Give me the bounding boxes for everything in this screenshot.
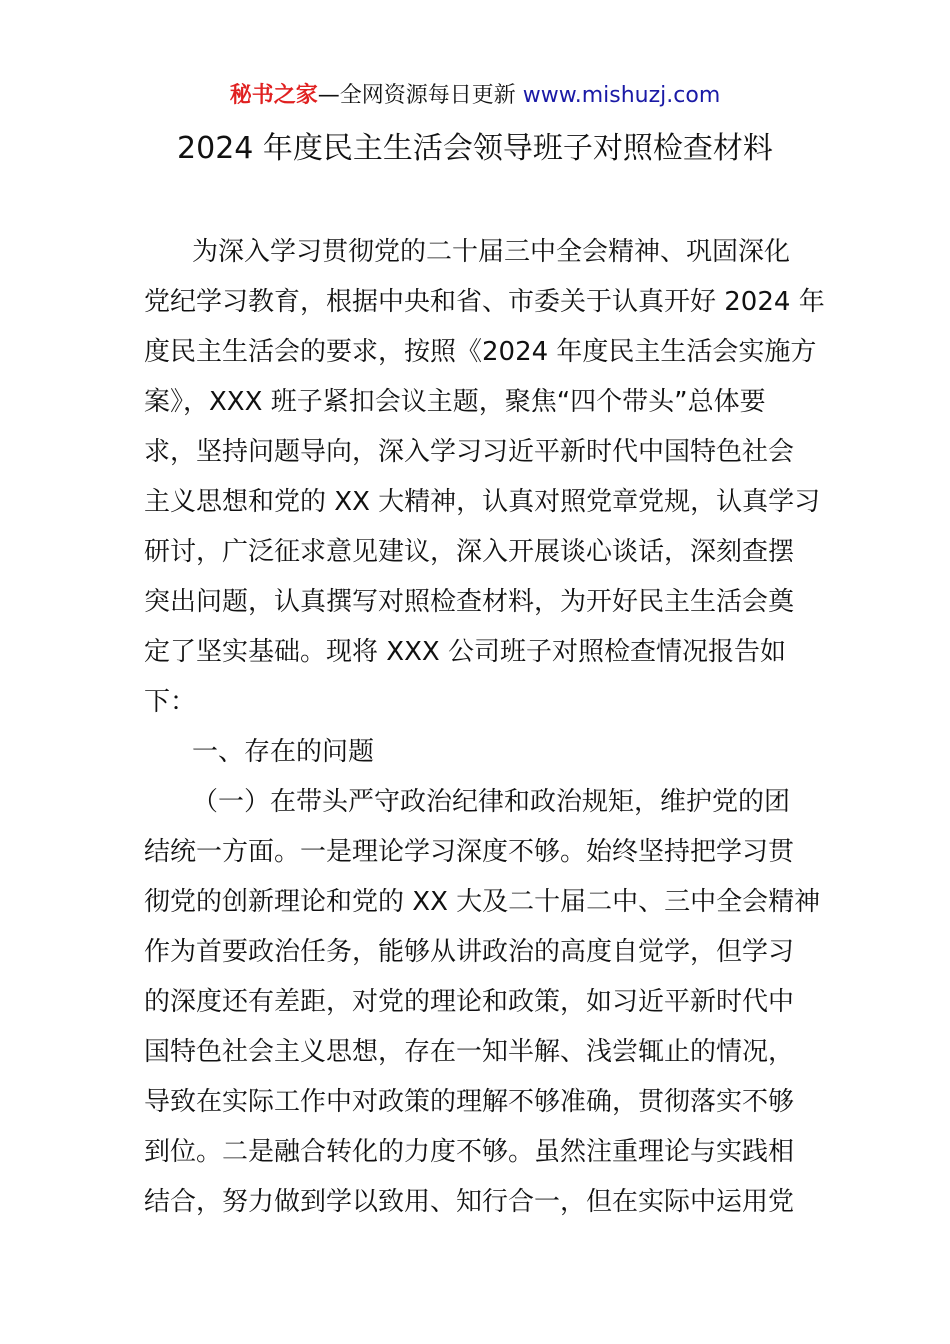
header-tagline: —全网资源每日更新 <box>317 83 516 108</box>
paragraph-line: 研讨，广泛征求意见建议，深入开展谈心谈话，深刻查摆 <box>144 537 795 567</box>
document-title: 2024 年度民主生活会领导班子对照检查材料 <box>177 131 773 166</box>
paragraph-line: 求，坚持问题导向，深入学习习近平新时代中国特色社会 <box>144 437 795 467</box>
site-header <box>0 80 950 112</box>
paragraph-line: 结统一方面。一是理论学习深度不够。始终坚持把学习贯 <box>144 837 795 867</box>
paragraph-line: 突出问题，认真撰写对照检查材料，为开好民主生活会奠 <box>144 587 795 617</box>
paragraph-line: 主义思想和党的 XX 大精神，认真对照党章党规，认真学习 <box>144 487 821 517</box>
paragraph-line: 彻党的创新理论和党的 XX 大及二十届二中、三中全会精神 <box>144 887 821 917</box>
paragraph-line: 定了坚实基础。现将 XXX 公司班子对照检查情况报告如 <box>144 637 786 667</box>
paragraph-line: 案》，XXX 班子紧扣会议主题，聚焦“四个带头”总体要 <box>144 387 766 417</box>
document-body <box>144 227 825 1227</box>
section-heading: 一、存在的问题 <box>192 737 375 767</box>
paragraph-line: 结合，努力做到学以致用、知行合一，但在实际中运用党 <box>144 1187 795 1217</box>
site-url-link[interactable]: www.mishuzj.com <box>522 83 721 108</box>
paragraph-line: 的深度还有差距，对党的理论和政策，如习近平新时代中 <box>144 987 795 1017</box>
paragraph-line: 作为首要政治任务，能够从讲政治的高度自觉学，但学习 <box>144 937 795 967</box>
brand-name: 秘书之家 <box>229 83 318 108</box>
paragraph-line: 国特色社会主义思想，存在一知半解、浅尝辄止的情况， <box>144 1037 795 1067</box>
paragraph-line: 下： <box>144 687 197 717</box>
paragraph-line: 度民主生活会的要求，按照《2024 年度民主生活会实施方 <box>144 337 817 367</box>
paragraph-line: （一）在带头严守政治纪律和政治规矩，维护党的团 <box>192 787 791 817</box>
paragraph-line: 党纪学习教育，根据中央和省、市委关于认真开好 2024 年 <box>144 287 825 317</box>
paragraph-line: 导致在实际工作中对政策的理解不够准确，贯彻落实不够 <box>144 1087 795 1117</box>
paragraph-line: 为深入学习贯彻党的二十届三中全会精神、巩固深化 <box>192 237 791 267</box>
paragraph-line: 到位。二是融合转化的力度不够。虽然注重理论与实践相 <box>144 1137 795 1167</box>
